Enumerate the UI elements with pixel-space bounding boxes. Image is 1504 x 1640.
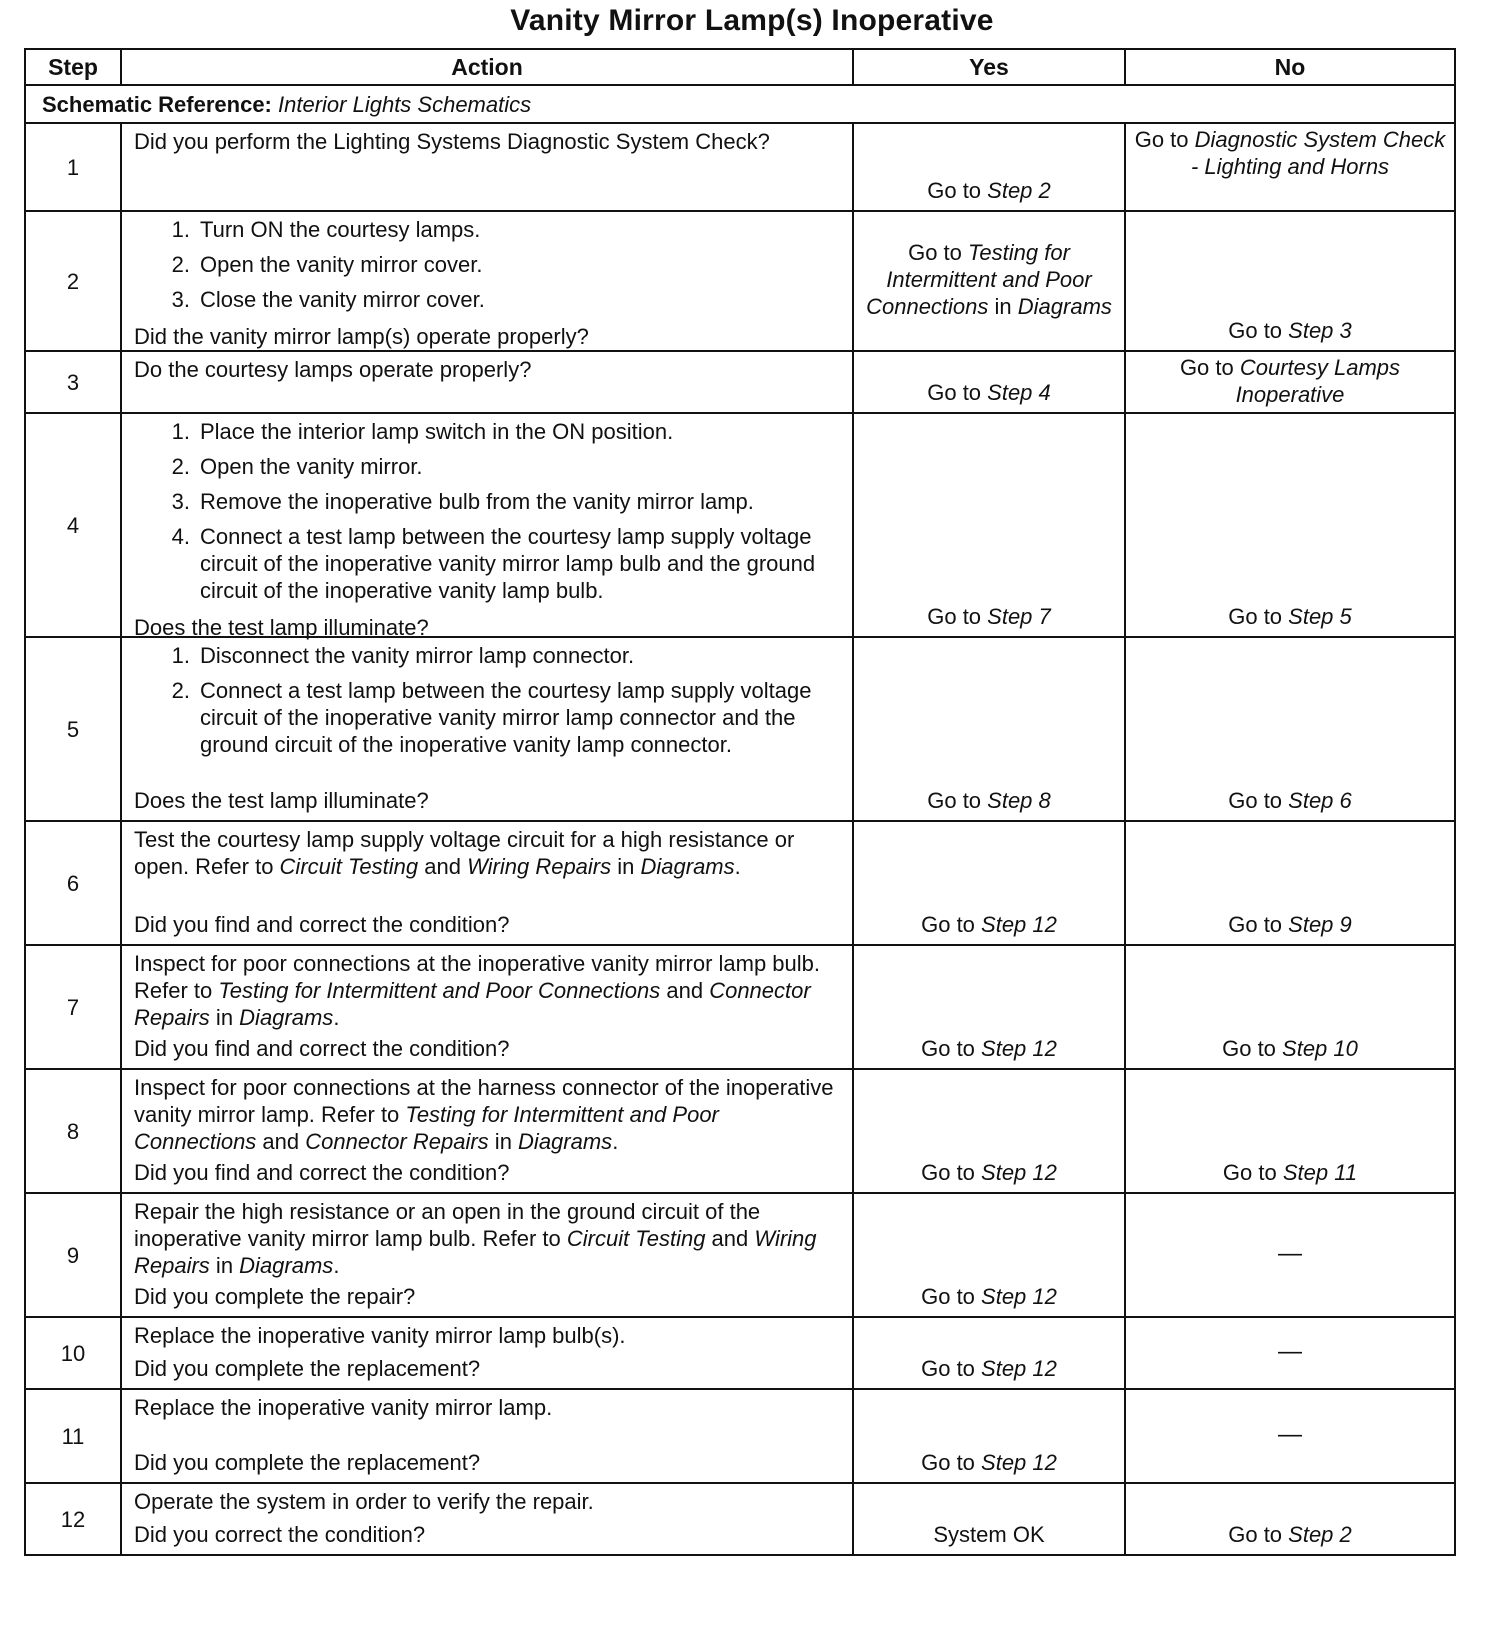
result-target: Diagnostic System Check - Lighting and Horns	[1190, 127, 1446, 179]
no-result-dash: —	[1278, 1239, 1302, 1267]
result-text	[915, 1447, 1063, 1482]
reference-link: Circuit Testing	[566, 1226, 706, 1251]
result-plain: System OK	[933, 1522, 1045, 1547]
step-question: Did you complete the replacement?	[134, 1450, 481, 1475]
result-prefix: Go to	[1228, 318, 1289, 343]
result-prefix: Go to	[927, 604, 988, 629]
step-number: 6	[25, 821, 121, 945]
step-action	[121, 945, 853, 1069]
result-text	[921, 785, 1057, 820]
step-number: 2	[25, 211, 121, 351]
reference-link: Wiring Repairs	[467, 854, 612, 879]
item-text: Connect a test lamp between the courtesy lamp supply voltage circuit of the inoperative vanity mirror lamp connector and the ground circuit of the inoperative vanity lamp connector.	[200, 678, 812, 757]
no-result	[1125, 637, 1455, 821]
result-prefix: Go to	[921, 1284, 982, 1309]
step-row	[25, 123, 1455, 211]
step-number: 7	[25, 945, 121, 1069]
item-text: Connect a test lamp between the courtesy lamp supply voltage circuit of the inoperative vanity mirror lamp bulb and the ground circuit of the inoperative vanity lamp bulb.	[200, 524, 816, 603]
result-text	[927, 1519, 1050, 1554]
reference-link: Testing for Intermittent and Poor Connections	[218, 978, 661, 1003]
no-result	[1125, 821, 1455, 945]
yes-result	[853, 351, 1125, 413]
result-text	[1272, 1336, 1308, 1371]
item-number: 1.	[171, 419, 190, 444]
step-text: Do the courtesy lamps operate properly?	[134, 357, 532, 382]
header-step: Step	[25, 49, 121, 85]
result-text	[1216, 1033, 1364, 1068]
step-question: Did the vanity mirror lamp(s) operate properly?	[134, 324, 589, 349]
result-prefix: Go to	[921, 1450, 982, 1475]
step-question: Does the test lamp illuminate?	[134, 788, 429, 813]
step-question: Did you find and correct the condition?	[134, 912, 510, 937]
step-number: 3	[25, 351, 121, 413]
yes-result	[853, 413, 1125, 637]
page-title: Vanity Mirror Lamp(s) Inoperative	[510, 4, 994, 37]
paragraph-text: in	[611, 854, 641, 879]
item-text: Open the vanity mirror.	[200, 454, 423, 479]
instruction-list	[134, 642, 844, 758]
step-action	[121, 413, 853, 640]
result-prefix: Go to	[1228, 1522, 1289, 1547]
step-action	[121, 123, 853, 211]
instruction-item	[134, 677, 844, 758]
paragraph-text: and	[705, 1226, 755, 1251]
result-prefix: Go to	[908, 239, 968, 265]
step-row	[25, 1483, 1455, 1555]
step-number: 1	[25, 123, 121, 211]
step-question: Did you find and correct the condition?	[134, 1160, 510, 1185]
step-instruction: Replace the inoperative vanity mirror lamp.	[134, 1395, 553, 1420]
result-target: Step 11	[1282, 1160, 1358, 1185]
no-result	[1125, 1317, 1455, 1389]
no-result	[1125, 945, 1455, 1069]
step-row	[25, 211, 1455, 351]
yes-result	[853, 1483, 1125, 1555]
step-instruction: Replace the inoperative vanity mirror lamp bulb(s).	[134, 1323, 626, 1348]
item-text: Remove the inoperative bulb from the vanity mirror lamp.	[200, 489, 754, 514]
no-result	[1125, 211, 1455, 351]
diagnostic-table	[24, 48, 1456, 1556]
reference-link: Testing for Intermittent and Poor Connections	[134, 1102, 719, 1154]
step-number: 12	[25, 1483, 121, 1555]
step-question: Did you complete the replacement?	[134, 1356, 481, 1381]
step-paragraph	[134, 950, 844, 1031]
step-number: 8	[25, 1069, 121, 1193]
result-text	[915, 1033, 1063, 1068]
result-text	[1222, 315, 1358, 350]
item-number: 3.	[171, 287, 190, 312]
result-text	[1222, 601, 1358, 636]
result-target: Step 3	[1288, 318, 1352, 343]
instruction-item	[134, 418, 844, 445]
step-row	[25, 821, 1455, 945]
no-result	[1125, 1193, 1455, 1317]
steps-body	[25, 123, 1455, 1555]
result-prefix: Go to	[1179, 355, 1240, 380]
reference-link: Diagrams	[239, 1005, 334, 1030]
step-row	[25, 1389, 1455, 1483]
paragraph-text: .	[734, 854, 741, 879]
header-row	[25, 49, 1455, 85]
no-result-dash: —	[1278, 1337, 1302, 1365]
step-action	[121, 1069, 853, 1193]
result-target: Step 12	[981, 1036, 1057, 1061]
paragraph-text: in	[488, 1129, 519, 1154]
result-text	[915, 1353, 1063, 1388]
item-text: Place the interior lamp switch in the ON position.	[200, 419, 674, 444]
instruction-item	[134, 488, 844, 515]
item-text: Open the vanity mirror cover.	[200, 252, 483, 277]
item-text: Turn ON the courtesy lamps.	[200, 217, 481, 242]
instruction-item	[134, 523, 844, 604]
step-question: Did you complete the repair?	[134, 1284, 416, 1309]
step-question: Does the test lamp illuminate?	[134, 615, 429, 640]
step-row	[25, 351, 1455, 413]
no-result	[1125, 123, 1455, 211]
result-text	[1272, 1238, 1308, 1273]
result-target: Step 9	[1288, 912, 1352, 937]
step-number: 10	[25, 1317, 121, 1389]
result-prefix: Go to	[927, 178, 988, 203]
reference-link: Connector Repairs	[134, 978, 811, 1030]
reference-link: Circuit Testing	[279, 854, 419, 879]
result-target: Step 2	[987, 178, 1051, 203]
step-action	[121, 637, 853, 821]
result-prefix: Go to	[1134, 127, 1195, 152]
instruction-item	[134, 216, 844, 243]
step-question: Did you correct the condition?	[134, 1522, 426, 1547]
result-target: Step 2	[1288, 1522, 1352, 1547]
step-action	[121, 351, 853, 413]
result-text	[915, 909, 1063, 944]
result-prefix: Go to	[1228, 912, 1289, 937]
no-result	[1125, 351, 1455, 413]
header-action: Action	[121, 49, 853, 85]
no-result	[1125, 1069, 1455, 1193]
yes-result	[853, 945, 1125, 1069]
schematic-reference	[25, 85, 1455, 123]
yes-result	[853, 821, 1125, 945]
result-target: Testing for Intermittent and Poor Connections	[866, 239, 1092, 319]
step-paragraph	[134, 1198, 844, 1279]
result-mid: in	[988, 293, 1018, 319]
result-prefix: Go to	[921, 912, 982, 937]
yes-result	[853, 1389, 1125, 1483]
result-target: Step 12	[981, 1284, 1057, 1309]
yes-result	[853, 1317, 1125, 1389]
reference-link: Wiring Repairs	[134, 1226, 817, 1278]
instruction-item	[134, 453, 844, 480]
result-target: Step 12	[981, 912, 1057, 937]
item-number: 2.	[171, 454, 190, 479]
step-paragraph	[134, 1074, 844, 1155]
result-prefix: Go to	[921, 1160, 982, 1185]
result-target-2: Diagrams	[1017, 293, 1112, 319]
no-result	[1125, 1483, 1455, 1555]
item-text: Disconnect the vanity mirror lamp connector.	[200, 643, 635, 668]
result-prefix: Go to	[1222, 1036, 1283, 1061]
result-prefix: Go to	[1228, 604, 1289, 629]
yes-result	[853, 637, 1125, 821]
step-action	[121, 1483, 853, 1555]
item-number: 1.	[171, 217, 190, 242]
step-action	[121, 211, 853, 351]
schematic-value: Interior Lights Schematics	[278, 91, 532, 117]
instruction-item	[134, 286, 844, 313]
instruction-list	[134, 216, 844, 313]
result-text	[1222, 909, 1358, 944]
result-target: Step 10	[1282, 1036, 1358, 1061]
item-number: 3.	[171, 489, 190, 514]
result-text	[915, 1281, 1063, 1316]
step-row	[25, 1317, 1455, 1389]
paragraph-text: .	[333, 1005, 340, 1030]
result-text	[1217, 1157, 1363, 1192]
reference-link: Diagrams	[518, 1129, 613, 1154]
schematic-row	[25, 85, 1455, 123]
step-action	[121, 1193, 853, 1317]
item-number: 1.	[171, 643, 190, 668]
step-row	[25, 1069, 1455, 1193]
result-text	[921, 377, 1057, 412]
step-row	[25, 413, 1455, 637]
header-no: No	[1125, 49, 1455, 85]
step-question: Did you find and correct the condition?	[134, 1036, 510, 1061]
paragraph-text: .	[333, 1253, 340, 1278]
paragraph-text: in	[209, 1253, 240, 1278]
result-text	[1126, 352, 1454, 414]
schematic-label: Schematic Reference:	[42, 91, 272, 117]
result-text	[854, 237, 1124, 326]
result-prefix: Go to	[1222, 1160, 1283, 1185]
no-result-dash: —	[1278, 1420, 1302, 1448]
paragraph-text: and	[418, 854, 468, 879]
result-target: Step 8	[987, 788, 1051, 813]
step-number: 4	[25, 413, 121, 637]
instruction-item	[134, 642, 844, 669]
paragraph-text: Inspect for poor connections at the inoperative vanity mirror lamp bulb. Refer to	[134, 951, 821, 1003]
step-action	[121, 1317, 853, 1389]
result-target: Step 5	[1288, 604, 1352, 629]
result-target: Step 12	[981, 1160, 1057, 1185]
reference-link: Connector Repairs	[305, 1129, 489, 1154]
result-prefix: Go to	[921, 1356, 982, 1381]
paragraph-text: in	[209, 1005, 240, 1030]
reference-link: Diagrams	[640, 854, 735, 879]
result-text	[921, 175, 1057, 210]
yes-result	[853, 1193, 1125, 1317]
reference-link: Diagrams	[239, 1253, 334, 1278]
paragraph-text: Repair the high resistance or an open in the ground circuit of the inoperative vanity mirror lamp bulb. Refer to	[134, 1199, 761, 1251]
result-text	[1222, 785, 1358, 820]
step-number: 9	[25, 1193, 121, 1317]
result-prefix: Go to	[927, 788, 988, 813]
no-result	[1125, 413, 1455, 637]
result-target: Step 6	[1288, 788, 1352, 813]
step-row	[25, 1193, 1455, 1317]
yes-result	[853, 1069, 1125, 1193]
result-prefix: Go to	[1228, 788, 1289, 813]
step-action	[121, 821, 853, 945]
paragraph-text: and	[660, 978, 710, 1003]
result-text	[1272, 1419, 1308, 1454]
step-text: Did you perform the Lighting Systems Diagnostic System Check?	[134, 129, 770, 154]
step-instruction: Operate the system in order to verify the repair.	[134, 1489, 594, 1514]
item-number: 2.	[171, 678, 190, 703]
result-target: Step 12	[981, 1450, 1057, 1475]
header-yes: Yes	[853, 49, 1125, 85]
no-result	[1125, 1389, 1455, 1483]
paragraph-text: and	[256, 1129, 306, 1154]
yes-result	[853, 123, 1125, 211]
paragraph-text: .	[612, 1129, 619, 1154]
item-number: 4.	[171, 524, 190, 549]
result-target: Step 7	[987, 604, 1051, 629]
instruction-list	[134, 418, 844, 604]
step-row	[25, 637, 1455, 821]
step-row	[25, 945, 1455, 1069]
result-text	[921, 601, 1057, 636]
result-target: Step 4	[987, 380, 1051, 405]
result-prefix: Go to	[927, 380, 988, 405]
step-number: 5	[25, 637, 121, 821]
item-text: Close the vanity mirror cover.	[200, 287, 485, 312]
step-number: 11	[25, 1389, 121, 1483]
result-target: Step 12	[981, 1356, 1057, 1381]
result-text	[915, 1157, 1063, 1192]
instruction-item	[134, 251, 844, 278]
yes-result	[853, 211, 1125, 351]
result-text	[1222, 1519, 1358, 1554]
step-paragraph	[134, 826, 844, 880]
paragraph-text: Inspect for poor connections at the harness connector of the inoperative vanity mirror lamp. Refer to	[134, 1075, 834, 1127]
result-target: Courtesy Lamps Inoperative	[1235, 355, 1401, 407]
paragraph-text: Test the courtesy lamp supply voltage circuit for a high resistance or open. Refer to	[134, 827, 795, 879]
result-prefix: Go to	[921, 1036, 982, 1061]
item-number: 2.	[171, 252, 190, 277]
step-action	[121, 1389, 853, 1483]
result-text	[1126, 124, 1454, 186]
